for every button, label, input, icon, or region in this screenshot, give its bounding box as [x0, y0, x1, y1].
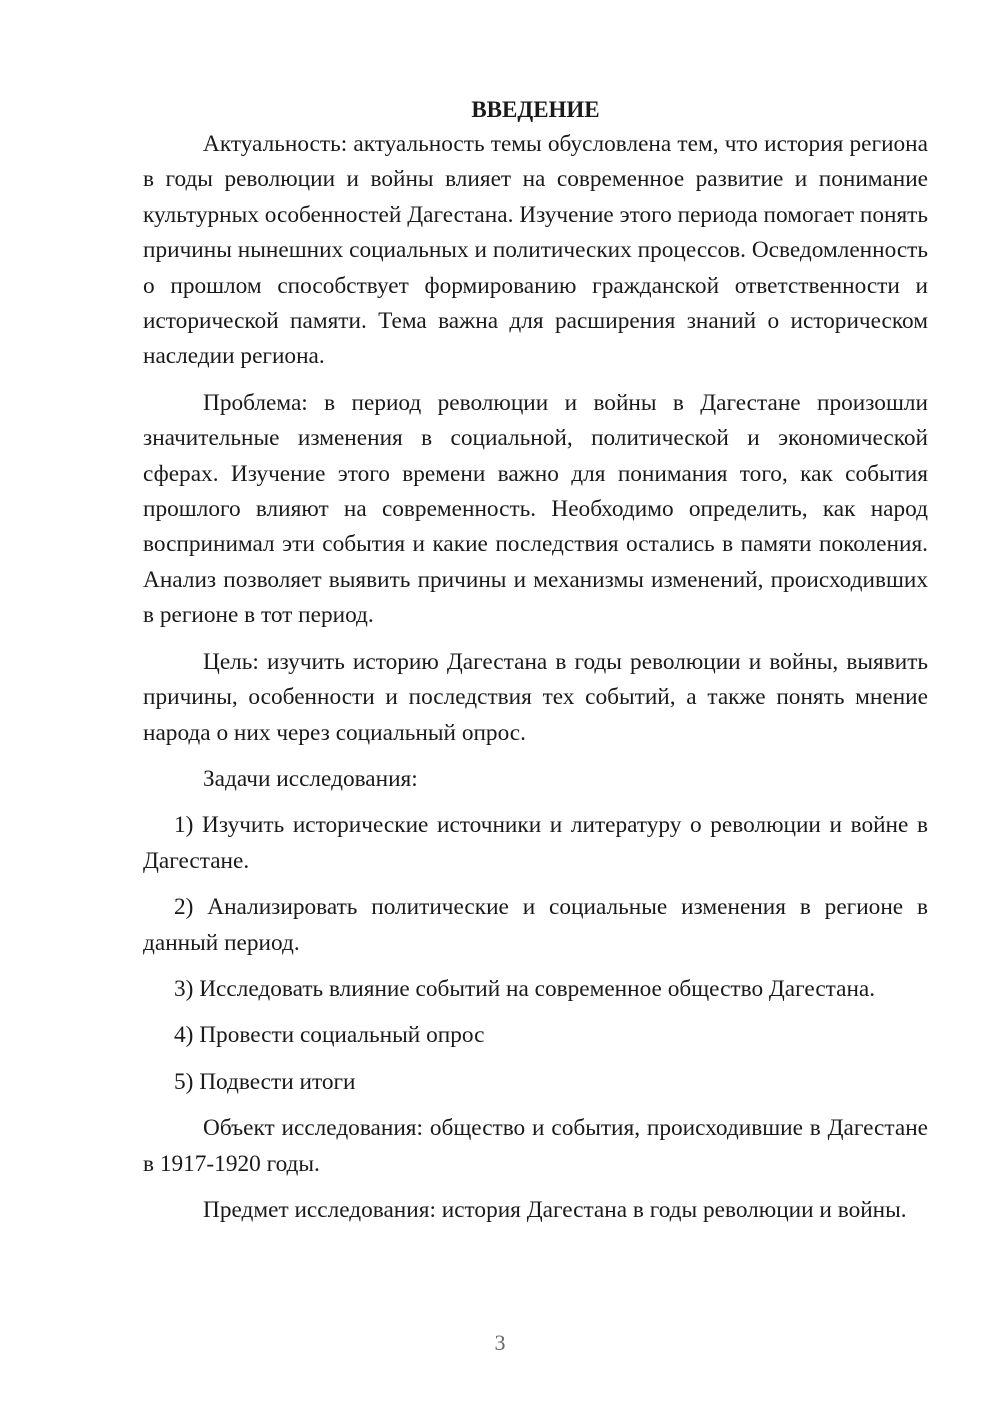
task-item-2: 2) Анализировать политические и социальные изменения в регионе в данный период. [143, 894, 928, 956]
subject-paragraph: Предмет исследования: история Дагестана в годы революции и войны. [203, 1196, 907, 1223]
goal-paragraph: Цель: изучить историю Дагестана в годы революции и войны, выявить причины, особенности и последствия тех событий, а также понять мнение народа о них через социальный опрос. [143, 648, 928, 746]
task-item-4: 4) Провести социальный опрос [174, 1022, 485, 1049]
task-item-5: 5) Подвести итоги [174, 1068, 356, 1095]
document-page [143, 92, 928, 1228]
tasks-title: Задачи исследования: [203, 765, 418, 792]
section-heading: ВВЕДЕНИЕ [471, 97, 600, 122]
problem-paragraph: Проблема: в период революции и войны в Дагестане произошли значительные изменения в социальной, политической и экономической сферах. Изучение этого времени важно для понимания того, как события прошлого влияют на современность. Необходимо определить, как народ воспринимал эти события и какие последствия остались в памяти поколения. Анализ позволяет выявить причины и механизмы изменений, происходивших в регионе в тот период. [143, 389, 928, 629]
task-item-1: 1) Изучить исторические источники и литературу о революции и войне в Дагестане. [143, 812, 928, 874]
relevance-paragraph: Актуальность: актуальность темы обусловлена тем, что история региона в годы революции и войны влияет на современное развитие и понимание культурных особенностей Дагестана. Изучение этого периода помогает понять причины нынешних социальных и политических процессов. Осведомленность о прошлом способствует формированию гражданской ответственности и исторической памяти. Тема важна для расширения знаний о историческом наследии региона. [143, 131, 928, 370]
task-item-3: 3) Исследовать влияние событий на современное общество Дагестана. [174, 975, 876, 1002]
object-paragraph: Объект исследования: общество и события, происходившие в Дагестане в 1917-1920 годы. [143, 1115, 928, 1177]
page-number: 3 [494, 1330, 506, 1355]
